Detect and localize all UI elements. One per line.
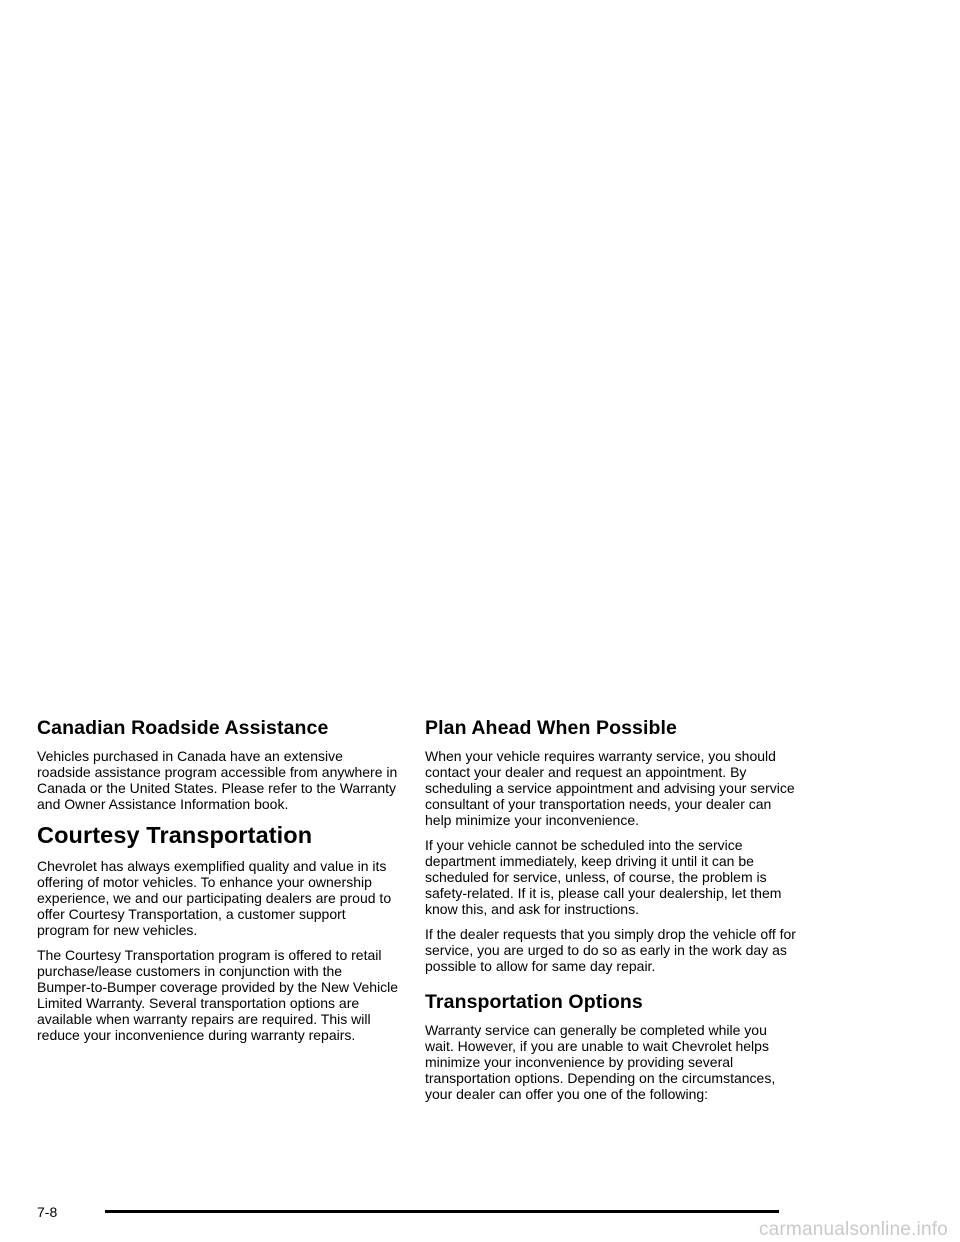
paragraph-canadian-roadside: Vehicles purchased in Canada have an extensive roadside assistance program accessible from anywhere in Canada or the United States. Please refer to the Warranty and Owner Assistance Information book. [37, 748, 398, 812]
heading-canadian-roadside-assistance: Canadian Roadside Assistance [37, 717, 329, 739]
page-number: 7-8 [37, 1204, 58, 1220]
paragraph-courtesy-intro: Chevrolet has always exemplified quality and value in its offering of motor vehicles. To enhance your ownership experience, we and our participating dealers are proud to offer Courtesy Transportation, a customer support program for new vehicles. [37, 858, 392, 938]
paragraph-plan-ahead-1: When your vehicle requires warranty service, you should contact your dealer and request an appointment. By scheduling a service appointment and advising your service consultant of your transportation needs, your dealer can help minimize your inconvenience. [425, 748, 795, 828]
paragraph-courtesy-program: The Courtesy Transportation program is offered to retail purchase/lease customers in conjunction with the Bumper-to-Bumper coverage provided by the New Vehicle Limited Warranty. Several transportation options are available when warranty repairs are required. This will reduce your inconvenience during warranty repairs. [37, 947, 399, 1043]
paragraph-transportation-options: Warranty service can generally be completed while you wait. However, if you are unable to wait Chevrolet helps minimize your inconvenience by providing several transportation options. Depending on the circumstances, your dealer can offer you one of the following: [425, 1022, 776, 1102]
watermark: carmanualsonline.info [758, 1219, 948, 1240]
footer-rule [105, 1210, 779, 1213]
right-column [425, 716, 797, 1111]
paragraph-plan-ahead-3: If the dealer requests that you simply drop the vehicle off for service, you are urged to do so as early in the work day as possible to allow for same day repair. [425, 926, 796, 974]
paragraph-plan-ahead-2: If your vehicle cannot be scheduled into the service department immediately, keep driving it until it can be scheduled for service, unless, of course, the problem is safety-related. If it is, please call your dealership, let them know this, and ask for instructions. [425, 837, 782, 917]
heading-plan-ahead: Plan Ahead When Possible [425, 717, 677, 739]
left-column [37, 716, 399, 1052]
heading-courtesy-transportation: Courtesy Transportation [37, 822, 313, 848]
heading-transportation-options: Transportation Options [425, 991, 643, 1013]
